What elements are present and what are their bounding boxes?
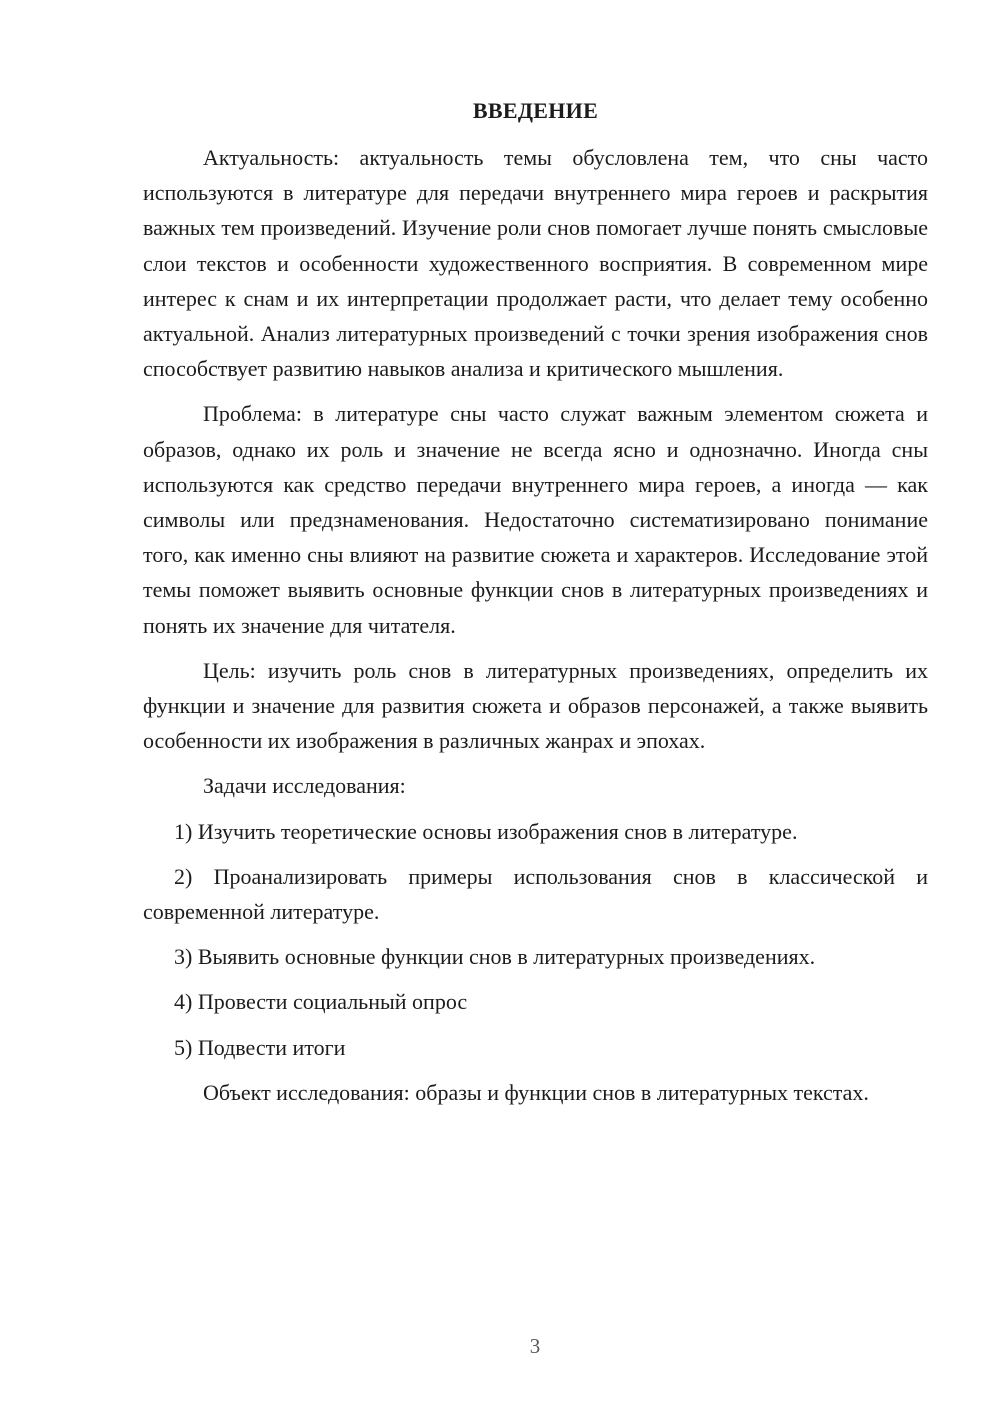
page-number: 3 [529,1334,541,1358]
task-item: 2) Проанализировать примеры использования снов в классической и современной литературе. [143,863,928,925]
task-item: 1) Изучить теоретические основы изображения снов в литературе. [174,818,798,844]
task-item: 4) Провести социальный опрос [174,989,468,1015]
paragraph-goal: Цель: изучить роль снов в литературных произведениях, определить их функции и значение для развития сюжета и образов персонажей, а также выявить особенности их изображения в различных жанрах и эпохах. [143,657,928,754]
paragraph-problem: Проблема: в литературе сны часто служат важным элементом сюжета и образов, однако их роль и значение не всегда ясно и однозначно. Иногда сны используются как средство передачи внутреннего мира героев, а иногда — как символы или предзнаменования. Недостаточно систематизировано понимание того, как именно сны влияют на развитие сюжета и характеров. Исследование этой темы поможет выявить основные функции снов в литературных произведениях и понять их значение для читателя. [143,401,928,638]
task-item: 5) Подвести итоги [174,1034,346,1060]
paragraph-object: Объект исследования: образы и функции снов в литературных текстах. [203,1079,869,1105]
section-title: ВВЕДЕНИЕ [472,98,599,123]
paragraph-relevance: Актуальность: актуальность темы обусловлена тем, что сны часто используются в литературе для передачи внутреннего мира героев и раскрытия важных тем произведений. Изучение роли снов помогает лучше понять смысловые слои текстов и особенности художественного восприятия. В современном мире интерес к снам и их интерпретации продолжает расти, что делает тему особенно актуальной. Анализ литературных произведений с точки зрения изображения снов способствует развитию навыков анализа и критического мышления. [143,145,928,382]
page-content [143,96,928,1120]
task-item: 3) Выявить основные функции снов в литературных произведениях. [174,944,816,970]
tasks-heading: Задачи исследования: [203,773,406,799]
